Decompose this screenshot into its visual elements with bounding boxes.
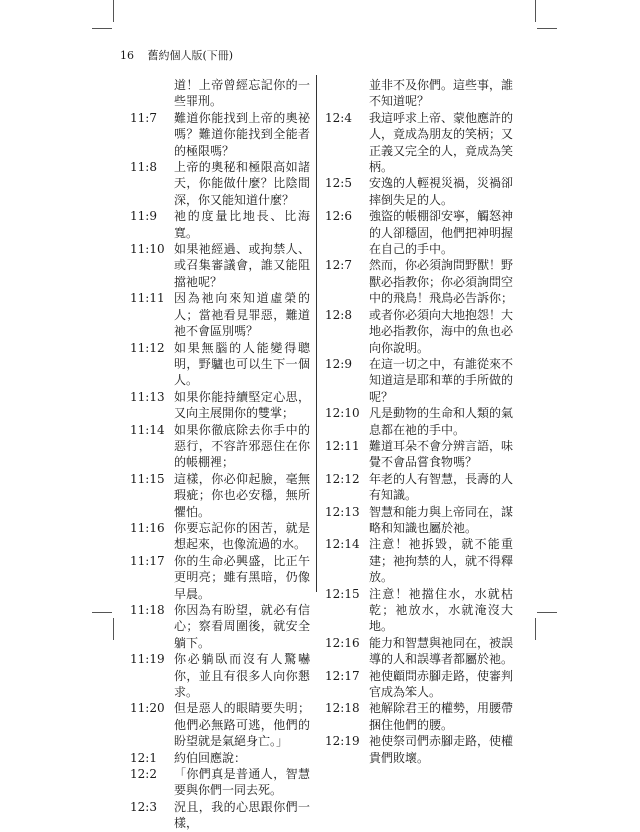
verse-number (130, 77, 174, 110)
verse-number: 12:4 (325, 110, 352, 125)
right-column (325, 77, 513, 766)
verse-number: 12:6 (325, 209, 352, 224)
verse (130, 290, 310, 339)
verse (325, 307, 513, 356)
verse-number: 12:13 (325, 504, 360, 519)
verse-text: 「你們真是普通人，智慧要與你們一同去死。 (174, 767, 310, 798)
verse-text: 這樣，你必仰起臉，毫無瑕疵；你也必安穩，無所懼怕。 (174, 471, 310, 519)
crop-mark (113, 0, 114, 22)
verse (130, 750, 310, 766)
verse (130, 159, 310, 208)
verse (130, 77, 310, 110)
verse (325, 77, 513, 110)
verse (325, 536, 513, 585)
verse-text: 你要忘記你的困苦，就是想起來，也像流過的水。 (174, 520, 310, 552)
verse (325, 733, 513, 766)
verse (130, 422, 310, 471)
verse (130, 241, 310, 290)
verse-text: 智慧和能力與上帝同在，謀略和知識也屬於祂。 (369, 504, 514, 535)
verse-text: 道！上帝曾經忘記你的一些罪刑。 (174, 78, 310, 109)
verse-number: 11:13 (130, 389, 165, 404)
verse-text: 或者你必須向大地抱怨！大地必指教你，海中的魚也必向你說明。 (369, 307, 514, 355)
verse-number: 12:18 (325, 701, 360, 716)
verse (130, 766, 310, 799)
verse (325, 471, 513, 504)
verse-number: 12:12 (325, 471, 360, 486)
verse-number: 11:15 (130, 471, 165, 486)
verse (130, 340, 310, 389)
verse-number: 12:3 (130, 799, 157, 814)
crop-mark (92, 612, 112, 613)
verse (325, 110, 513, 176)
verse (325, 208, 513, 257)
verse-number: 12:8 (325, 307, 352, 322)
verse-text: 注意！祂拆毀，就不能重建；祂拘禁的人，就不得釋放。 (369, 537, 514, 585)
verse-text: 安逸的人輕視災禍，災禍卻摔倒失足的人。 (369, 176, 514, 207)
verse-text: 能力和智慧與祂同在，被誤導的人和誤導者都屬於祂。 (369, 635, 514, 667)
verse-number: 11:14 (130, 422, 165, 437)
verse-number: 12:14 (325, 537, 360, 552)
verse-number: 11:19 (130, 652, 165, 667)
verse-text: 如果你徹底除去你手中的惡行，不容許邪惡住在你的帳棚裡； (174, 422, 310, 470)
verse-text: 但是惡人的眼睛要失明；他們必無路可逃，他們的盼望就是氣絕身亡。」 (174, 701, 310, 749)
verse-number: 12:7 (325, 258, 352, 273)
verse-number: 11:16 (130, 520, 165, 535)
verse-text: 強盜的帳棚卻安寧，觸怒神的人卻穩固，他們把神明握在自己的手中。 (369, 209, 514, 257)
verse-number: 11:17 (130, 553, 165, 568)
verse-number: 11:20 (130, 701, 165, 716)
verse-text: 祂解除君王的權勢，用腰帶捆住他們的腰。 (369, 701, 514, 732)
verse-text: 況且，我的心思跟你們一樣， (174, 799, 310, 831)
verse-number: 12:1 (130, 750, 157, 765)
verse-number: 11:9 (130, 209, 157, 224)
verse (130, 389, 310, 422)
verse-number: 12:9 (325, 356, 352, 371)
crop-mark (113, 618, 114, 640)
verse (130, 553, 310, 602)
verse-text: 祂使顧問赤腳走路，使審判官成為笨人。 (369, 668, 514, 700)
verse-text: 凡是動物的生命和人類的氣息都在祂的手中。 (369, 406, 514, 437)
verse (325, 700, 513, 733)
verse-text: 你因為有盼望，就必有信心；察看周圍後，就安全躺下。 (174, 603, 310, 650)
verse-text: 祂的度量比地長、比海寬。 (174, 209, 310, 240)
crop-mark (92, 28, 112, 29)
page-number: 16 (120, 49, 134, 62)
verse (325, 356, 513, 405)
verse-text: 注意！祂擋住水，水就枯乾；祂放水，水就淹沒大地。 (369, 586, 513, 634)
verse-text: 你必躺臥而沒有人驚嚇你，並且有很多人向你懇求。 (174, 652, 310, 700)
verse (325, 586, 513, 635)
verse-number: 12:15 (325, 586, 360, 601)
verse-text: 約伯回應說： (174, 750, 247, 765)
verse-number: 12:16 (325, 635, 360, 650)
verse-text: 如果祂經過、或拘禁人、或召集審議會，誰又能阻擋祂呢？ (174, 242, 310, 289)
verse-text: 難道你能找到上帝的奧祕嗎？難道你能找到全能者的極限嗎？ (174, 110, 310, 158)
verse-text: 上帝的奧秘和極限高如諸天，你能做什麼？比陰間深，你又能知道什麼？ (174, 160, 310, 207)
verse (325, 504, 513, 537)
verse (325, 405, 513, 438)
verse-number: 12:17 (325, 668, 360, 683)
crop-mark (535, 618, 536, 640)
verse-text: 我這呼求上帝、蒙他應許的人，竟成為朋友的笑柄；又正義又完全的人，竟成為笑柄。 (369, 110, 514, 175)
left-column (130, 77, 310, 832)
page-header (120, 47, 233, 63)
verse-number (325, 77, 369, 110)
verse (325, 438, 513, 471)
column-divider (316, 75, 317, 592)
verse-number: 12:5 (325, 176, 352, 191)
verse-text: 在這一切之中，有誰從來不知道這是耶和華的手所做的呢？ (369, 356, 514, 404)
crop-mark (537, 28, 557, 29)
verse-text: 然而，你必須詢問野獸！野獸必指教你；你必須詢問空中的飛鳥！飛鳥必告訴你； (369, 258, 514, 306)
verse (130, 110, 310, 159)
verse-text: 如果無腦的人能變得聰明，野驢也可以生下一個人。 (174, 340, 310, 388)
verse (325, 668, 513, 701)
verse-number: 12:10 (325, 406, 360, 421)
verse-number: 11:11 (130, 291, 165, 306)
verse (130, 208, 310, 241)
verse-number: 12:11 (325, 438, 360, 453)
verse-text: 年老的人有智慧，長壽的人有知識。 (369, 471, 514, 503)
verse (130, 700, 310, 749)
verse (130, 471, 310, 520)
verse (130, 520, 310, 553)
verse-number: 12:2 (130, 767, 157, 782)
verse-number: 11:8 (130, 160, 157, 175)
verse-number: 11:18 (130, 603, 165, 617)
verse-number: 12:19 (325, 734, 360, 749)
verse (130, 651, 310, 700)
verse-text: 因為祂向來知道虛榮的人；當祂看見罪惡，難道祂不會區別嗎？ (174, 291, 310, 339)
verse (325, 257, 513, 306)
verse-number: 11:12 (130, 340, 165, 355)
crop-mark (537, 612, 557, 613)
crop-mark (535, 0, 536, 22)
book-title: 舊約個人版(下冊) (147, 49, 234, 62)
verse-text: 你的生命必興盛，比正午更明亮；雖有黑暗，仍像早晨。 (174, 553, 310, 601)
verse-number: 11:10 (130, 242, 165, 257)
verse (325, 175, 513, 208)
verse (130, 799, 310, 832)
verse-text: 祂使祭司們赤腳走路，使權貴們敗壞。 (369, 734, 514, 765)
verse-text: 如果你能持續堅定心思，又向主展開你的雙掌； (174, 389, 310, 421)
verse-text: 難道耳朵不會分辨言語，味覺不會品嘗食物嗎？ (369, 438, 514, 470)
verse-text: 並非不及你們。這些事，誰不知道呢？ (369, 78, 514, 109)
verse (130, 602, 310, 651)
verse-number: 11:7 (130, 110, 157, 125)
